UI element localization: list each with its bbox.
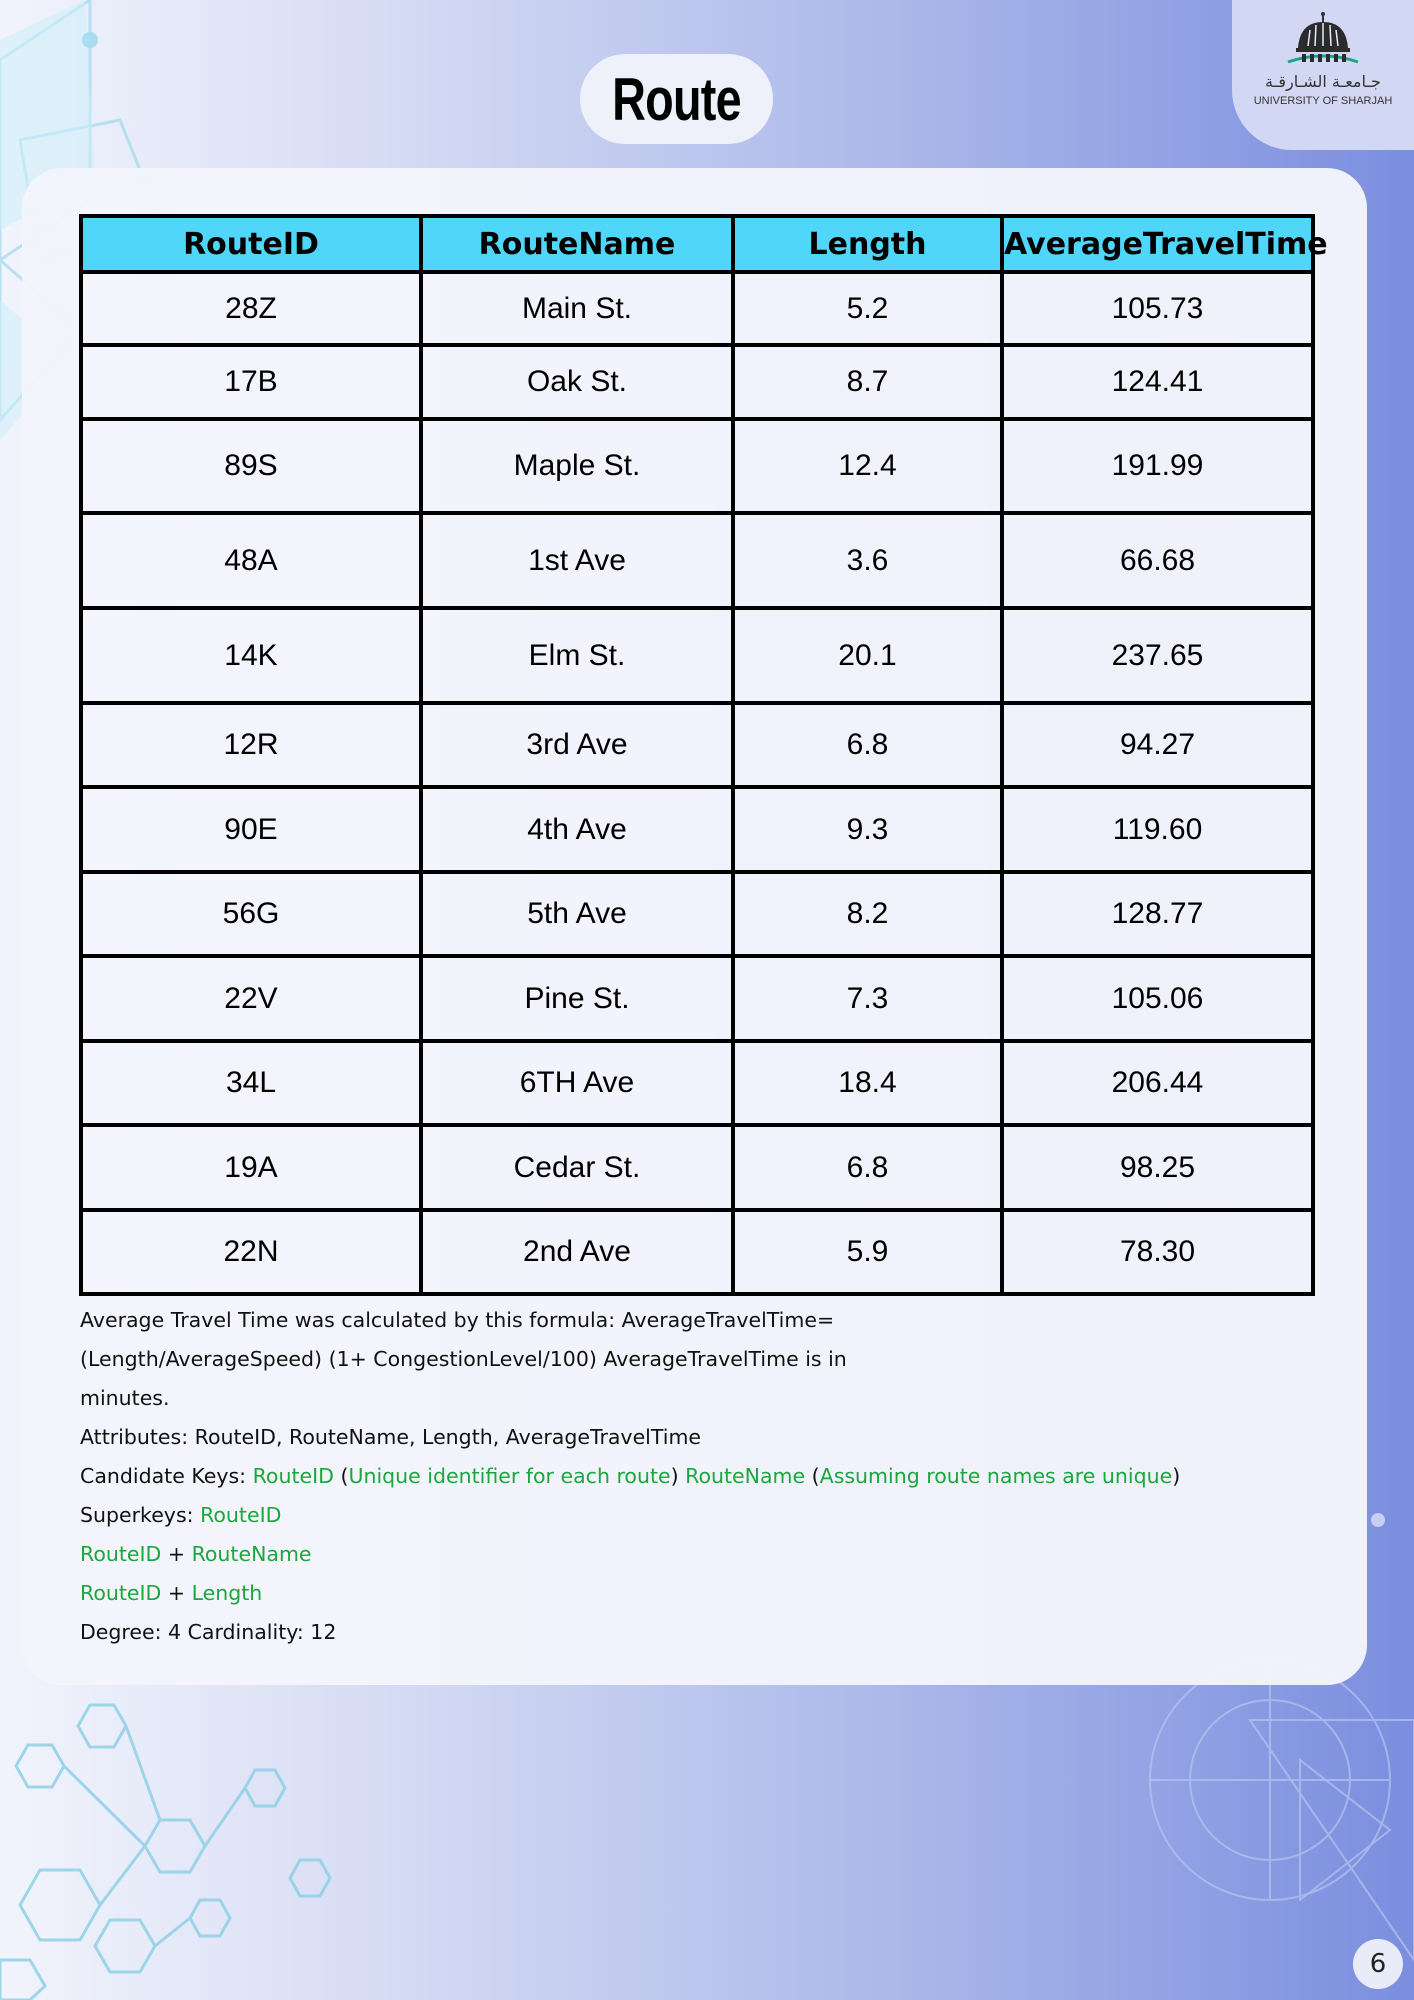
candidate-key-1: RouteID — [252, 1464, 334, 1488]
superkey-1: RouteID — [200, 1503, 282, 1527]
superkey-3-part-a: RouteID — [80, 1581, 162, 1605]
table-row — [81, 1210, 1313, 1294]
cell-averagetraveltime: 94.27 — [1002, 703, 1313, 787]
cell-routename: 6TH Ave — [421, 1041, 733, 1125]
superkey-2-part-b: RouteName — [191, 1542, 312, 1566]
header-averagetraveltime: AverageTravelTime — [1002, 216, 1313, 272]
cell-averagetraveltime: 206.44 — [1002, 1041, 1313, 1125]
cell-length: 7.3 — [733, 956, 1002, 1041]
table-row — [81, 513, 1313, 608]
table-row — [81, 345, 1313, 419]
cell-averagetraveltime: 66.68 — [1002, 513, 1313, 608]
cell-routename: 1st Ave — [421, 513, 733, 608]
cell-routeid: 89S — [81, 419, 421, 513]
cell-length: 8.2 — [733, 872, 1002, 956]
cell-routeid: 56G — [81, 872, 421, 956]
cell-averagetraveltime: 191.99 — [1002, 419, 1313, 513]
cell-routeid: 90E — [81, 787, 421, 872]
superkey-3-line — [80, 1574, 1330, 1613]
cell-routeid: 28Z — [81, 272, 421, 345]
cell-routeid: 12R — [81, 703, 421, 787]
route-table — [79, 214, 1328, 1296]
plus-sign: + — [161, 1581, 192, 1605]
cell-length: 5.9 — [733, 1210, 1002, 1294]
logo-arabic-text: جـامعـة الشـارقـة — [1265, 72, 1381, 91]
university-logo-panel — [1232, 0, 1414, 150]
table-row — [81, 1125, 1313, 1210]
table-row — [81, 872, 1313, 956]
table-row — [81, 1041, 1313, 1125]
close-paren: ) — [1172, 1464, 1181, 1488]
header-length: Length — [733, 216, 1002, 272]
cell-averagetraveltime: 78.30 — [1002, 1210, 1313, 1294]
attributes-line: Attributes: RouteID, RouteName, Length, AverageTravelTime — [80, 1425, 702, 1449]
header-routename: RouteName — [421, 216, 733, 272]
cell-routename: Elm St. — [421, 608, 733, 703]
table-header-row — [81, 216, 1313, 272]
open-paren: ( — [333, 1464, 349, 1488]
cell-routename: Cedar St. — [421, 1125, 733, 1210]
cell-routename: 2nd Ave — [421, 1210, 733, 1294]
cell-length: 3.6 — [733, 513, 1002, 608]
table-row — [81, 272, 1313, 345]
cell-averagetraveltime: 105.73 — [1002, 272, 1313, 345]
cell-routeid: 17B — [81, 345, 421, 419]
close-paren: ) — [670, 1464, 679, 1488]
cell-routeid: 22N — [81, 1210, 421, 1294]
cell-routename: 3rd Ave — [421, 703, 733, 787]
candidate-keys-label: Candidate Keys: — [80, 1464, 253, 1488]
plus-sign: + — [161, 1542, 192, 1566]
cell-routeid: 14K — [81, 608, 421, 703]
superkey-2-line — [80, 1535, 1330, 1574]
cell-routeid: 19A — [81, 1125, 421, 1210]
cell-routename: 5th Ave — [421, 872, 733, 956]
candidate-keys-line — [80, 1457, 1330, 1496]
header-routeid: RouteID — [81, 216, 421, 272]
formula-line-1: Average Travel Time was calculated by this formula: AverageTravelTime= — [80, 1308, 835, 1332]
cell-averagetraveltime: 237.65 — [1002, 608, 1313, 703]
superkey-2-part-a: RouteID — [80, 1542, 162, 1566]
cell-routename: 4th Ave — [421, 787, 733, 872]
cell-length: 6.8 — [733, 1125, 1002, 1210]
cell-routename: Main St. — [421, 272, 733, 345]
superkey-3-part-b: Length — [191, 1581, 263, 1605]
degree-cardinality-line: Degree: 4 Cardinality: 12 — [80, 1620, 337, 1644]
page-number: 6 — [1353, 1939, 1403, 1989]
candidate-key-2: RouteName — [685, 1464, 806, 1488]
table-row — [81, 608, 1313, 703]
formula-line-2: (Length/AverageSpeed) (1+ CongestionLevel/100) AverageTravelTime is in — [80, 1347, 847, 1371]
table-row — [81, 787, 1313, 872]
cell-routeid: 48A — [81, 513, 421, 608]
table-row — [81, 419, 1313, 513]
cell-routename: Oak St. — [421, 345, 733, 419]
cell-routeid: 34L — [81, 1041, 421, 1125]
superkeys-line — [80, 1496, 1330, 1535]
cell-length: 20.1 — [733, 608, 1002, 703]
cell-length: 8.7 — [733, 345, 1002, 419]
logo-english-text: UNIVERSITY OF SHARJAH — [1253, 95, 1393, 107]
cell-length: 12.4 — [733, 419, 1002, 513]
candidate-key-2-note: Assuming route names are unique — [819, 1464, 1173, 1488]
cell-averagetraveltime: 105.06 — [1002, 956, 1313, 1041]
table-row — [81, 956, 1313, 1041]
cell-averagetraveltime: 119.60 — [1002, 787, 1313, 872]
university-dome-logo — [1284, 10, 1362, 74]
cell-routename: Pine St. — [421, 956, 733, 1041]
cell-length: 9.3 — [733, 787, 1002, 872]
superkeys-label: Superkeys: — [80, 1503, 201, 1527]
cell-length: 18.4 — [733, 1041, 1002, 1125]
cell-length: 5.2 — [733, 272, 1002, 345]
cell-length: 6.8 — [733, 703, 1002, 787]
cell-routename: Maple St. — [421, 419, 733, 513]
candidate-key-1-note: Unique identifier for each route — [348, 1464, 671, 1488]
notes-section — [80, 1301, 1330, 1652]
formula-line-3: minutes. — [80, 1386, 170, 1410]
table-row — [81, 703, 1313, 787]
page-title: Route — [612, 65, 741, 133]
cell-routeid: 22V — [81, 956, 421, 1041]
title-pill — [580, 54, 773, 144]
cell-averagetraveltime: 124.41 — [1002, 345, 1313, 419]
open-paren: ( — [805, 1464, 820, 1488]
cell-averagetraveltime: 98.25 — [1002, 1125, 1313, 1210]
cell-averagetraveltime: 128.77 — [1002, 872, 1313, 956]
